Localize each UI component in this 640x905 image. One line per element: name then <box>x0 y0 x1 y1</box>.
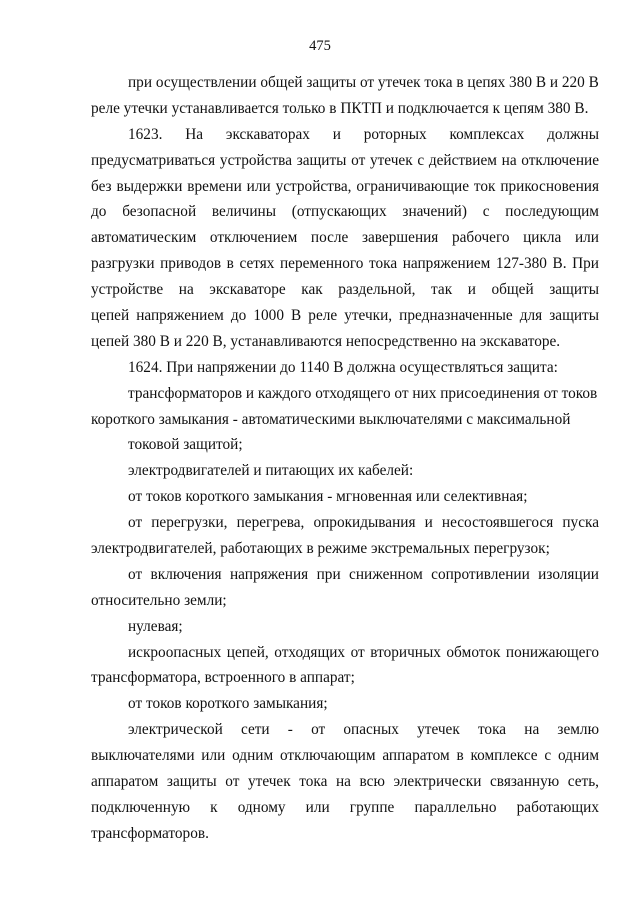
text-line: трансформаторов и каждого отходящего от них присоединения от токов <box>128 384 598 402</box>
text-line: 1623. На экскаваторах и роторных комплексах должны <box>128 125 599 143</box>
text-line: при осуществлении общей защиты от утечек тока в цепях 380 В и 220 В <box>128 74 599 91</box>
text-line: токовой защитой; <box>128 436 243 454</box>
text-line: реле утечки устанавливается только в ПКТП и подключается к цепям 380 В. <box>91 99 589 117</box>
text-line: от перегрузки, перегрева, опрокидывания и несостоявшегося пуска <box>128 514 599 532</box>
text-line: без выдержки времени или устройства, ограничивающие ток прикосновения <box>91 177 599 195</box>
page-number: 475 <box>309 38 331 54</box>
text-line: подключенную к одному или группе параллельно работающих <box>91 798 599 816</box>
text-line: выключателями или одним отключающим аппаратом в комплексе с одним <box>91 747 599 765</box>
text-line: электродвигателей и питающих их кабелей: <box>128 462 414 480</box>
text-line: до безопасной величины (отпускающих значений) с последующим <box>91 203 599 221</box>
text-line: от включения напряжения при сниженном сопротивлении изоляции <box>128 565 599 583</box>
text-line: трансформатора, встроенного в аппарат; <box>91 669 355 687</box>
text-line: короткого замыкания - автоматическими выключателями с максимальной <box>91 410 571 428</box>
text-line: аппаратом защиты от утечек тока на всю электрически связанную сеть, <box>91 773 599 791</box>
text-line: электрической сети - от опасных утечек тока на землю <box>128 721 599 739</box>
text-line: цепей 380 В и 220 В, устанавливаются непосредственно на экскаваторе. <box>91 332 561 350</box>
text-line: 1624. При напряжении до 1140 В должна осуществляться защита: <box>128 358 558 376</box>
text-line: трансформаторов. <box>91 824 209 842</box>
text-line: разгрузки приводов в сетях переменного тока напряжением 127-380 В. При <box>91 255 599 273</box>
text-line: предусматриваться устройства защиты от утечек с действием на отключение <box>91 151 599 169</box>
text-line: от токов короткого замыкания - мгновенная или селективная; <box>128 488 528 506</box>
text-line: цепей напряжением до 1000 В реле утечки, предназначенные для защиты <box>91 307 599 325</box>
text-line: электродвигателей, работающих в режиме экстремальных перегрузок; <box>91 540 550 558</box>
text-line: устройстве на экскаваторе как раздельной, так и общей защиты <box>91 281 599 299</box>
text-line: от токов короткого замыкания; <box>128 695 328 713</box>
document-body <box>91 70 599 847</box>
text-line: относительно земли; <box>91 591 227 609</box>
text-line: искроопасных цепей, отходящих от вторичных обмоток понижающего <box>128 643 599 661</box>
text-line: автоматическим отключением после завершения рабочего цикла или <box>91 229 599 247</box>
text-line: нулевая; <box>128 617 183 635</box>
